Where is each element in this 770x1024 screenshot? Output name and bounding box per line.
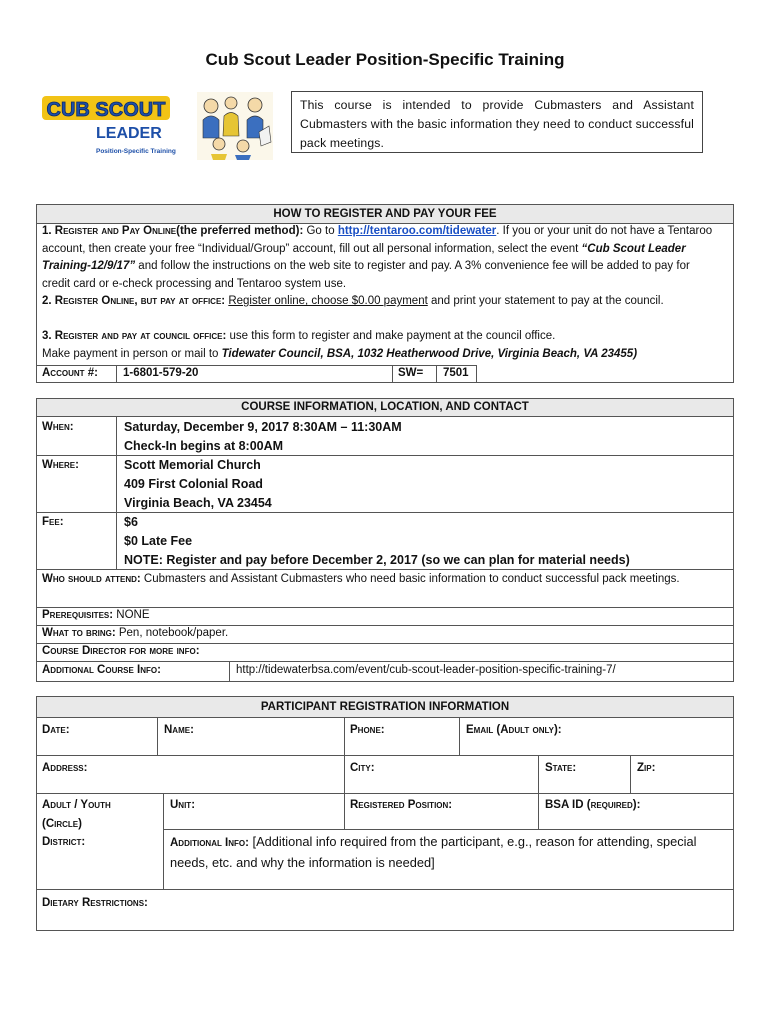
divider xyxy=(116,416,117,569)
course-director xyxy=(42,643,200,661)
mail-address: Tidewater Council, BSA, 1032 Heatherwood Drive, Virginia Beach, VA 23455) xyxy=(221,348,638,360)
mail-payment xyxy=(42,346,722,364)
course-intro: This course is intended to provide Cubmasters and Assistant Cubmasters with the basic information they need to conduct successful pack meetings. xyxy=(291,91,703,153)
divider xyxy=(476,365,477,383)
divider xyxy=(116,365,117,383)
account-value: 1-6801-579-20 xyxy=(123,367,199,379)
mail-text: Make payment in person or mail to xyxy=(42,348,222,360)
divider xyxy=(36,717,734,718)
divider xyxy=(538,755,539,793)
location-street: 409 First Colonial Road xyxy=(124,477,263,491)
location-city: Virginia Beach, VA 23454 xyxy=(124,496,272,510)
where-label: Where: xyxy=(42,459,79,471)
option-1-label: 1. Register and Pay Online xyxy=(42,225,177,237)
divider xyxy=(36,416,734,417)
logo-subtitle: Position-Specific Training xyxy=(96,148,176,155)
option-3-text: use this form to register and make payment at the council office. xyxy=(226,330,556,342)
register-option-1 xyxy=(42,223,714,293)
who-text: Cubmasters and Assistant Cubmasters who need basic information to conduct successful pack meetings. xyxy=(140,573,680,585)
additional-info-text: [Additional info required from the participant, e.g., reason for attending, special needs, etc. and why the information is needed] xyxy=(170,834,697,870)
additional-info-field[interactable] xyxy=(170,832,726,873)
divider xyxy=(36,889,734,890)
divider xyxy=(229,661,230,682)
when-label: When: xyxy=(42,421,74,433)
fee-amount: $6 xyxy=(124,515,138,529)
fee-note: NOTE: Register and pay before December 2, 2017 (so we can plan for material needs) xyxy=(124,553,630,567)
zip-field[interactable]: Zip: xyxy=(637,762,656,774)
circle-hint: (Circle) xyxy=(42,818,82,830)
adult-youth-field[interactable]: Adult / Youth xyxy=(42,799,111,811)
who-label: Who should attend: xyxy=(42,573,141,585)
participant-heading: PARTICIPANT REGISTRATION INFORMATION xyxy=(37,697,733,717)
email-field[interactable]: Email (Adult only): xyxy=(466,724,562,736)
address-field[interactable]: Address: xyxy=(42,762,88,774)
divider xyxy=(163,793,164,889)
option-1-text: . If you or your unit do not have a Tentaroo account, then create your free “Individual/Group” account, fill out all personal information, select the event xyxy=(42,225,713,255)
participant-box xyxy=(36,696,734,931)
additional-course-info xyxy=(42,662,161,680)
additional-course-url[interactable]: http://tidewaterbsa.com/event/cub-scout-leader-position-specific-training-7/ xyxy=(236,664,616,676)
cub-scout-logo xyxy=(40,93,176,159)
event-name: “Cub Scout Leader Training-12/9/17” xyxy=(42,242,686,272)
course-heading: COURSE INFORMATION, LOCATION, AND CONTACT xyxy=(37,399,733,416)
tentaroo-link[interactable]: http://tentaroo.com/tidewater xyxy=(337,225,497,237)
check-in-time: Check-In begins at 8:00AM xyxy=(124,439,284,453)
option-1-goto: Go to xyxy=(303,225,338,237)
page-title: Cub Scout Leader Position-Specific Training xyxy=(205,50,565,69)
divider xyxy=(157,717,158,755)
sw-label: SW= xyxy=(398,367,424,379)
dietary-restrictions-field[interactable]: Dietary Restrictions: xyxy=(42,897,148,909)
cartoon-illustration xyxy=(197,92,273,160)
phone-field[interactable]: Phone: xyxy=(350,724,385,736)
option-1-text-2: and follow the instructions on the web site to register and pay. A 3% convenience fee will be added to pay for credit card or e-check processing and Tentaroo system use. xyxy=(42,260,690,290)
bsa-id-field[interactable]: BSA ID (required): xyxy=(545,799,641,811)
divider xyxy=(36,365,476,366)
fee-label: Fee: xyxy=(42,516,64,528)
logo-leader: LEADER xyxy=(96,125,162,142)
prerequisites xyxy=(42,607,150,625)
register-option-3 xyxy=(42,328,714,346)
divider xyxy=(436,365,437,383)
late-fee: $0 Late Fee xyxy=(124,534,193,548)
district-field[interactable]: District: xyxy=(42,836,86,848)
prereq-text: NONE xyxy=(113,609,150,621)
position-field[interactable]: Registered Position: xyxy=(350,799,453,811)
register-option-2 xyxy=(42,293,714,311)
divider xyxy=(392,365,393,383)
option-2-underlined: Register online, choose $0.00 payment xyxy=(228,295,428,307)
state-field[interactable]: State: xyxy=(545,762,577,774)
divider xyxy=(344,793,345,829)
option-2-label: 2. Register Online, but pay at office: xyxy=(42,295,226,307)
svg-text:CUB SCOUT: CUB SCOUT xyxy=(46,99,166,121)
account-label: Account #: xyxy=(42,367,98,379)
location-name: Scott Memorial Church xyxy=(124,458,261,472)
sw-value: 7501 xyxy=(443,367,469,379)
divider xyxy=(344,755,345,793)
divider xyxy=(344,717,345,755)
divider xyxy=(36,793,734,794)
additional-info-label: Additional Info: xyxy=(170,837,249,849)
who-should-attend xyxy=(42,571,702,589)
date-field[interactable]: Date: xyxy=(42,724,70,736)
bring-text: Pen, notebook/paper. xyxy=(115,627,229,639)
when-date: Saturday, December 9, 2017 8:30AM – 11:30AM xyxy=(124,420,402,434)
register-heading: HOW TO REGISTER AND PAY YOUR FEE xyxy=(37,205,733,223)
option-3-label: 3. Register and pay at council office: xyxy=(42,330,227,342)
divider xyxy=(630,755,631,793)
bring-label: What to bring: xyxy=(42,627,116,639)
divider xyxy=(459,717,460,755)
option-1-preferred: (the preferred method): xyxy=(176,225,304,237)
unit-field[interactable]: Unit: xyxy=(170,799,196,811)
option-2-text: and print your statement to pay at the council. xyxy=(427,295,664,307)
addl-course-label: Additional Course Info: xyxy=(42,664,161,676)
prereq-label: Prerequisites: xyxy=(42,609,114,621)
divider xyxy=(538,793,539,829)
divider xyxy=(163,829,734,830)
city-field[interactable]: City: xyxy=(350,762,375,774)
name-field[interactable]: Name: xyxy=(164,724,194,736)
what-to-bring xyxy=(42,625,228,643)
director-label: Course Director for more info: xyxy=(42,645,200,657)
